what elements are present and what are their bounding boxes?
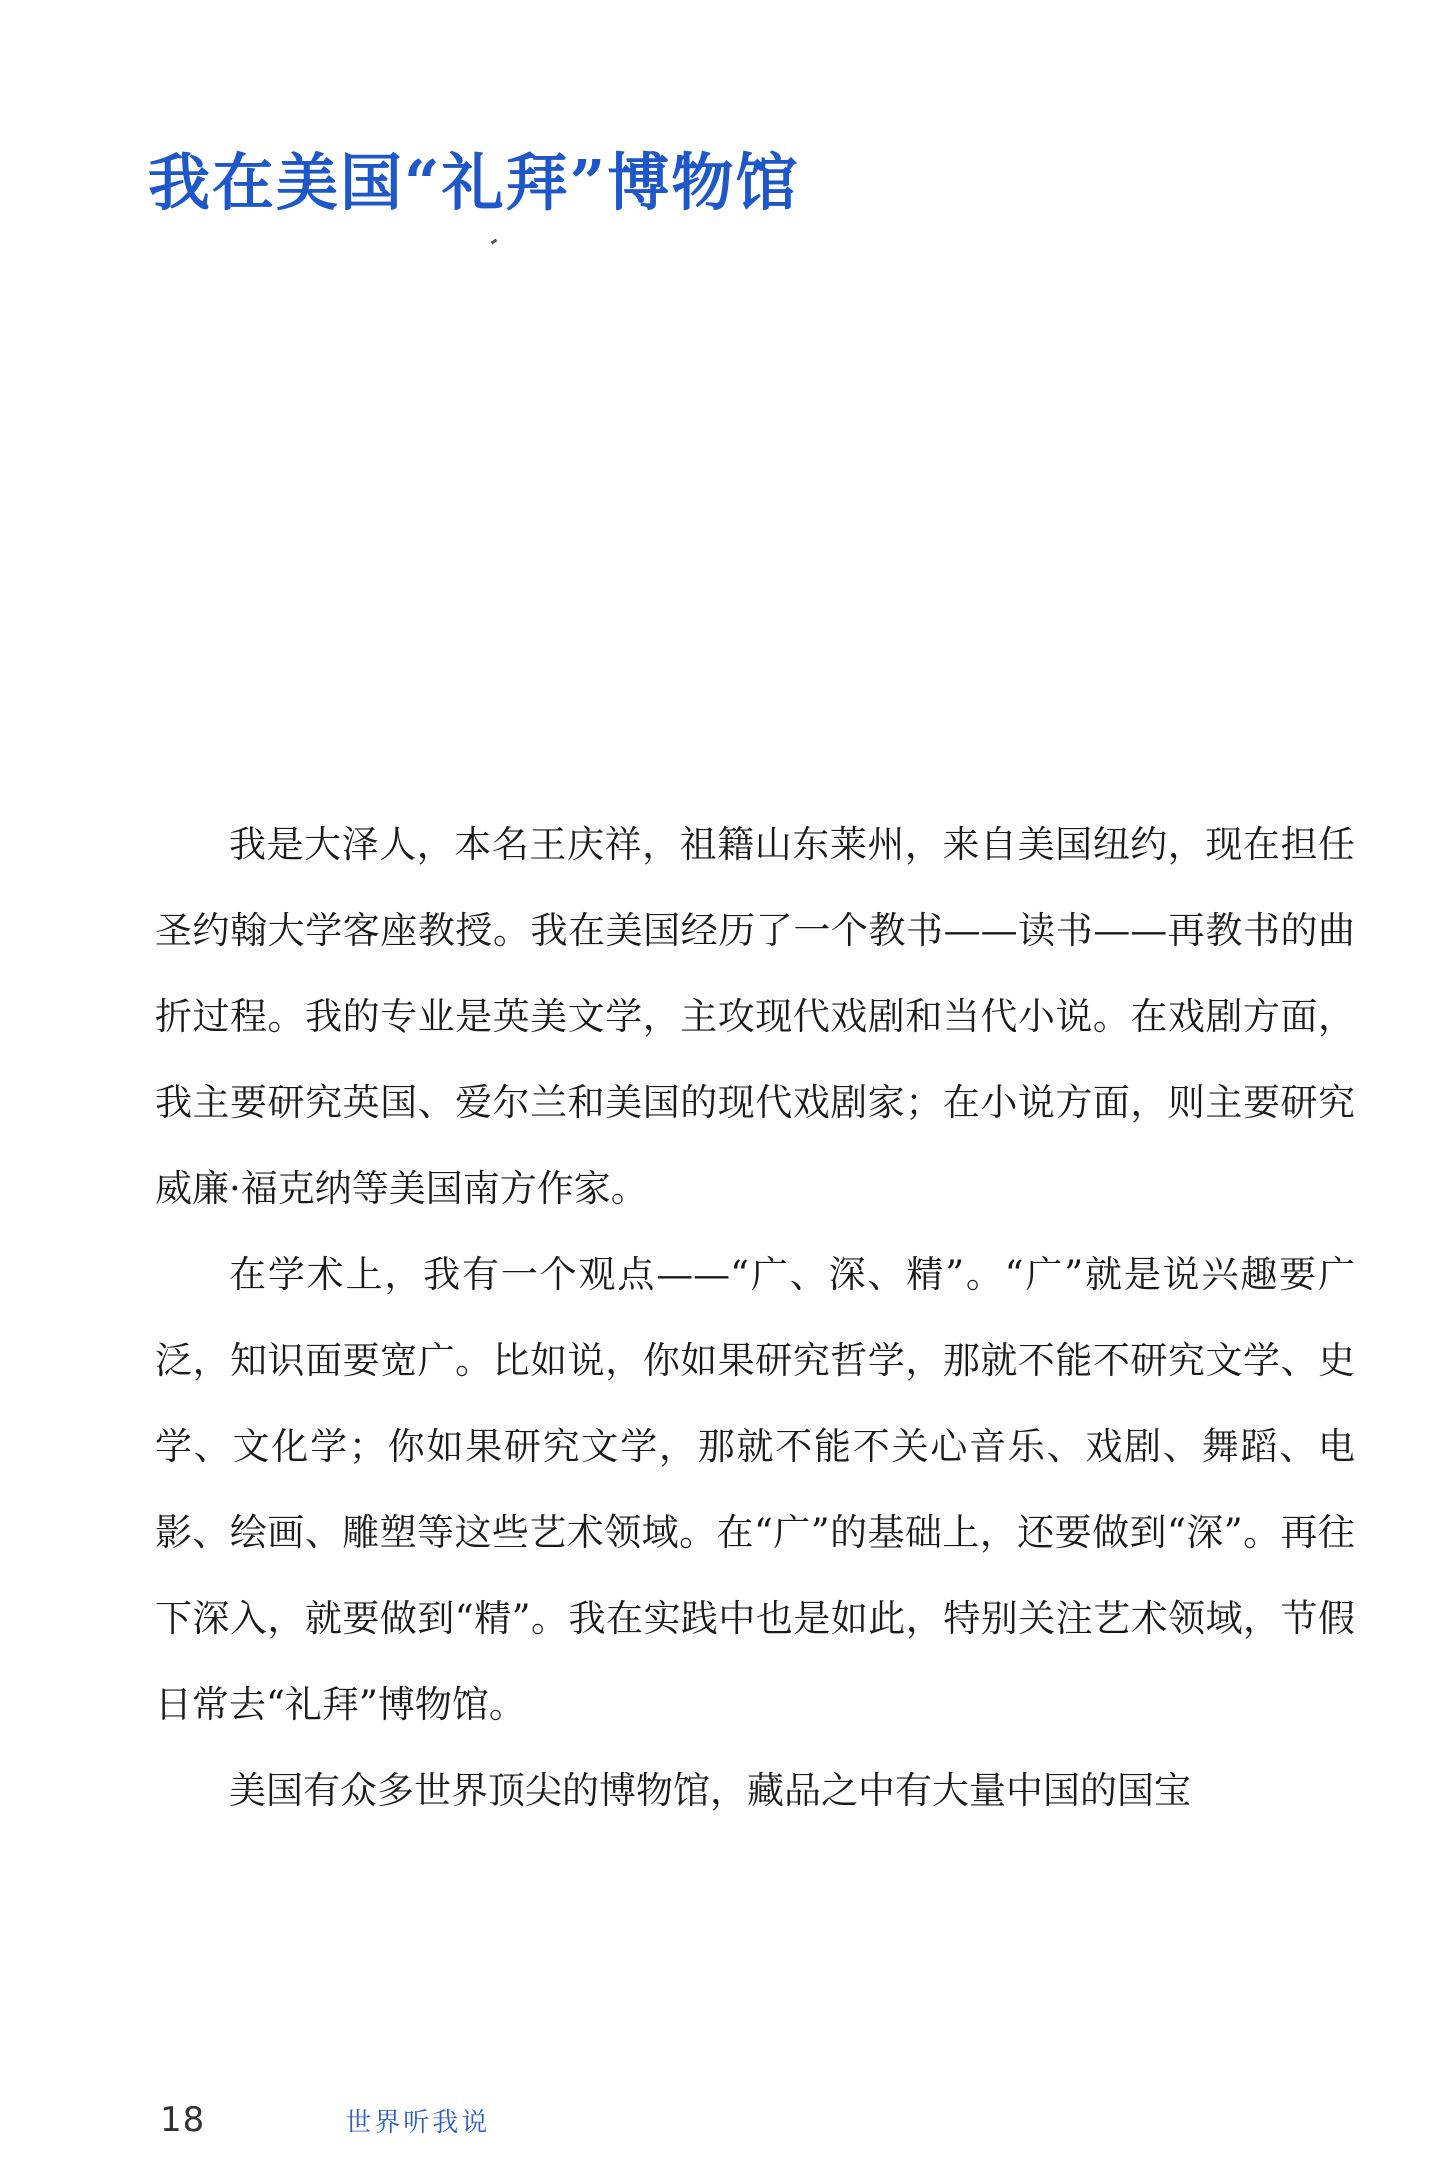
page-number: 18: [160, 2100, 206, 2140]
print-speck: [491, 239, 498, 245]
running-book-title: 世界听我说: [345, 2107, 491, 2138]
article-body: [155, 802, 1355, 1834]
paragraph-2: 在学术上，我有一个观点——“广、深、精”。“广”就是说兴趣要广泛，知识面要宽广。比如说，你如果研究哲学，那就不能不研究文学、史学、文化学；你如果研究文学，那就不能不关心音乐、戏剧、舞蹈、电影、绘画、雕塑等这些艺术领域。在“广”的基础上，还要做到“深”。再往下深入，就要做到“精”。我在实践中也是如此，特别关注艺术领域，节假日常去“礼拜”博物馆。: [155, 1253, 1355, 1726]
article-title: 我在美国“礼拜”博物馆: [148, 146, 800, 219]
paragraph-3: 美国有众多世界顶尖的博物馆，藏品之中有大量中国的国宝: [229, 1769, 1191, 1812]
page-footer: [160, 2100, 490, 2140]
paragraph-1: 我是大泽人，本名王庆祥，祖籍山东莱州，来自美国纽约，现在担任圣约翰大学客座教授。我在美国经历了一个教书——读书——再教书的曲折过程。我的专业是英美文学，主攻现代戏剧和当代小说。在戏剧方面，我主要研究英国、爱尔兰和美国的现代戏剧家；在小说方面，则主要研究威廉·福克纳等美国南方作家。: [155, 823, 1355, 1210]
